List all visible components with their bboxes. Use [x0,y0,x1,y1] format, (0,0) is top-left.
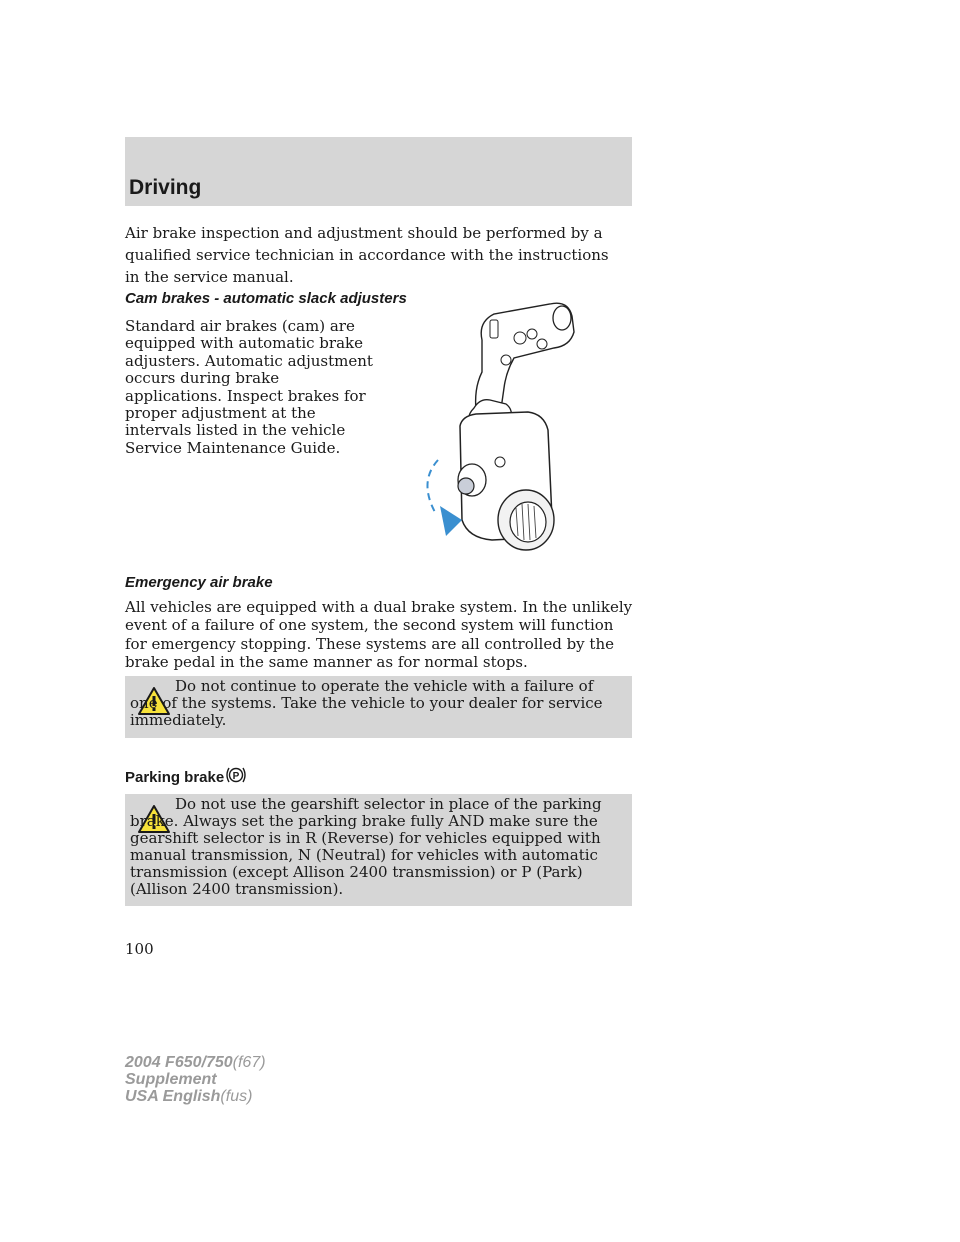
section-title: Driving [129,176,202,199]
parking-brake-heading [125,766,247,786]
warning-box-emergency [125,676,632,738]
cam-brakes-paragraph: Standard air brakes (cam) are equipped with automatic brake adjusters. Automatic adjustment occurs during brake applications. Inspect brakes for proper adjustment at the intervals listed in the vehicle Service Maintenance Guide. [125,317,373,457]
emergency-air-brake-paragraph: All vehicles are equipped with a dual brake system. In the unlikely event of a failure of one system, the second system will function for emergency stopping. These systems are all controlled by the brake pedal in the same manner as for normal stops. [125,598,633,672]
footer-model-code: (f67) [232,1054,266,1071]
warning-text-emergency: Do not continue to operate the vehicle with a failure of one of the systems. Take the vehicle to your dealer for service immediately. [130,677,603,729]
footer-language-code: (fus) [220,1088,253,1105]
warning-text-parking: Do not use the gearshift selector in place of the parking brake. Always set the parking brake fully AND make sure the gearshift selector is in R (Reverse) for vehicles equipped with manual transmission, N (Neutral) for vehicles with automatic transmission (except Allison 2400 transmission) or P (Park) (Allison 2400 transmission). [130,795,602,898]
intro-paragraph: Air brake inspection and adjustment should be performed by a qualified service technician in accordance with the instructions in the service manual. [125,224,609,286]
emergency-air-brake-heading: Emergency air brake [125,574,273,591]
slack-adjuster-illustration [410,292,610,554]
footer-language: USA English [125,1088,221,1105]
footer-doc-type: Supplement [125,1071,217,1088]
parking-brake-icon [225,766,247,784]
warning-box-parking [125,794,632,906]
cam-brakes-heading: Cam brakes - automatic slack adjusters [125,290,407,307]
footer-model: 2004 F650/750 [125,1054,233,1071]
page-number: 100 [125,940,154,958]
parking-brake-icon-letter: P [232,771,240,782]
parking-brake-label: Parking brake [125,769,225,786]
footer-edition-info [125,1054,266,1105]
